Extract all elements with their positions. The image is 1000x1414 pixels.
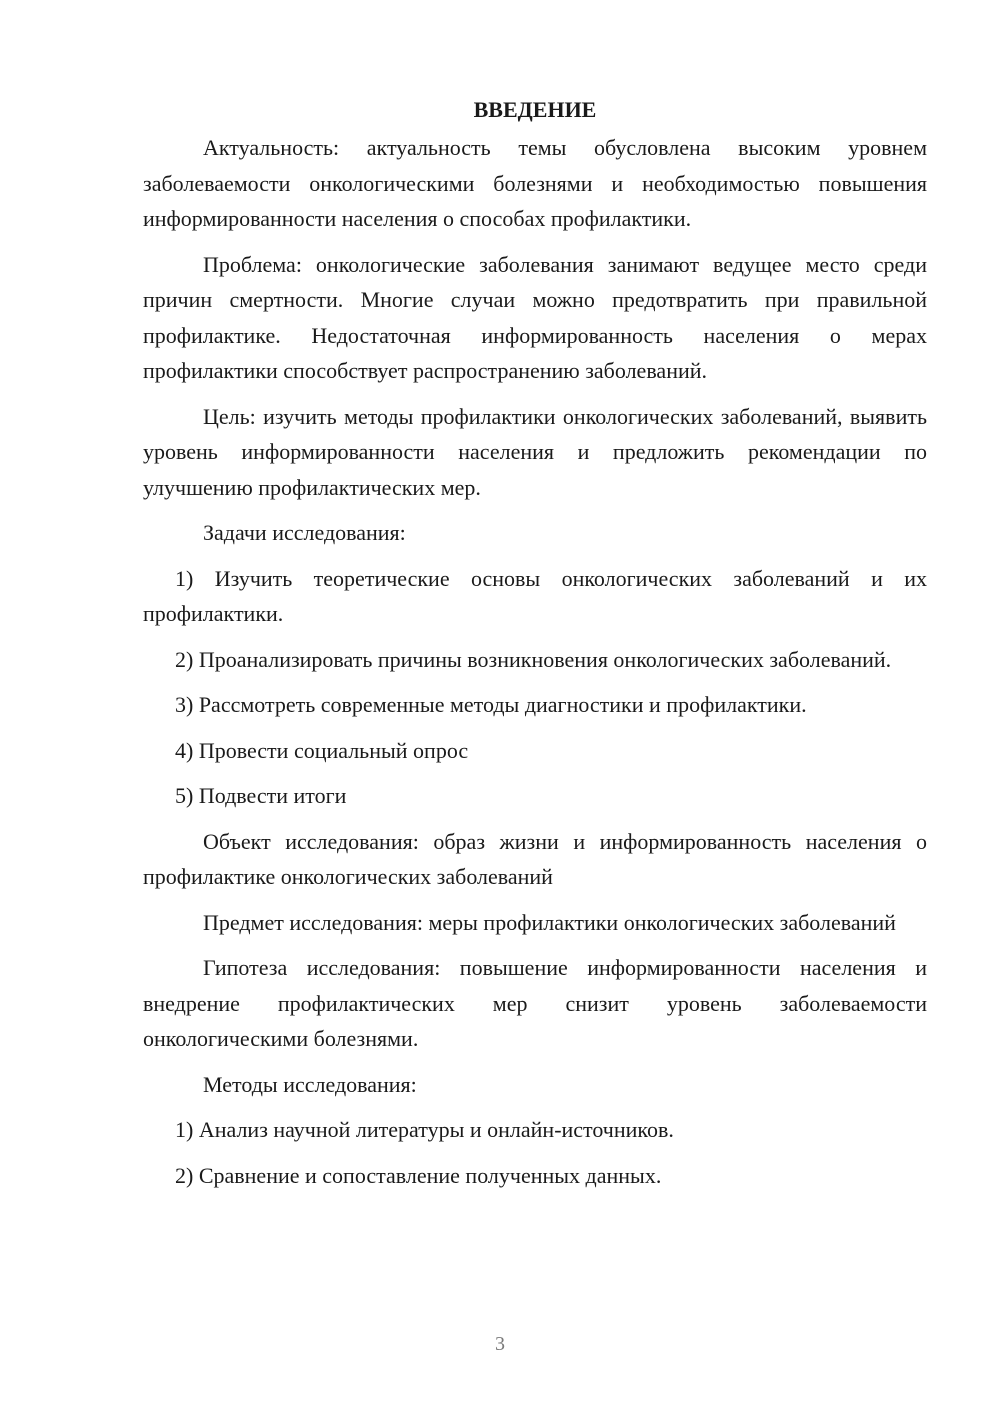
goal-paragraph: Цель: изучить методы профилактики онкологических заболеваний, выявить уровень информированности населения и предложить рекомендации по улучшению профилактических мер.: [143, 403, 927, 500]
section-heading: ВВЕДЕНИЕ: [473, 97, 597, 122]
object-paragraph: Объект исследования: образ жизни и информированность населения о профилактике онкологических заболеваний: [143, 828, 927, 889]
method-item: 2) Сравнение и сопоставление полученных данных.: [175, 1162, 662, 1188]
task-item: 5) Подвести итоги: [175, 783, 347, 808]
page-number: 3: [495, 1333, 505, 1355]
hypothesis-paragraph: Гипотеза исследования: повышение информированности населения и внедрение профилактических мер снизит уровень заболеваемости онкологическими болезнями.: [143, 955, 927, 1051]
task-item: 4) Провести социальный опрос: [175, 737, 469, 763]
method-item: 1) Анализ научной литературы и онлайн-источников.: [175, 1117, 674, 1142]
page-content: [143, 92, 927, 1203]
subject-paragraph: Предмет исследования: меры профилактики онкологических заболеваний: [203, 909, 896, 935]
task-item: 3) Рассмотреть современные методы диагностики и профилактики.: [175, 692, 807, 717]
problem-paragraph: Проблема: онкологические заболевания занимают ведущее место среди причин смертности. Многие случаи можно предотвратить при правильной профилактике. Недостаточная информированность населения о мерах профилактики способствует распространению заболеваний.: [143, 251, 927, 383]
relevance-paragraph: Актуальность: актуальность темы обусловлена высоким уровнем заболеваемости онкологическими болезнями и необходимостью повышения информированности населения о способах профилактики.: [143, 135, 927, 231]
tasks-title: Задачи исследования:: [203, 520, 406, 545]
task-item: 2) Проанализировать причины возникновения онкологических заболеваний.: [175, 646, 892, 672]
methods-title: Методы исследования:: [203, 1071, 417, 1097]
task-item: 1) Изучить теоретические основы онкологических заболеваний и их профилактики.: [143, 565, 927, 626]
